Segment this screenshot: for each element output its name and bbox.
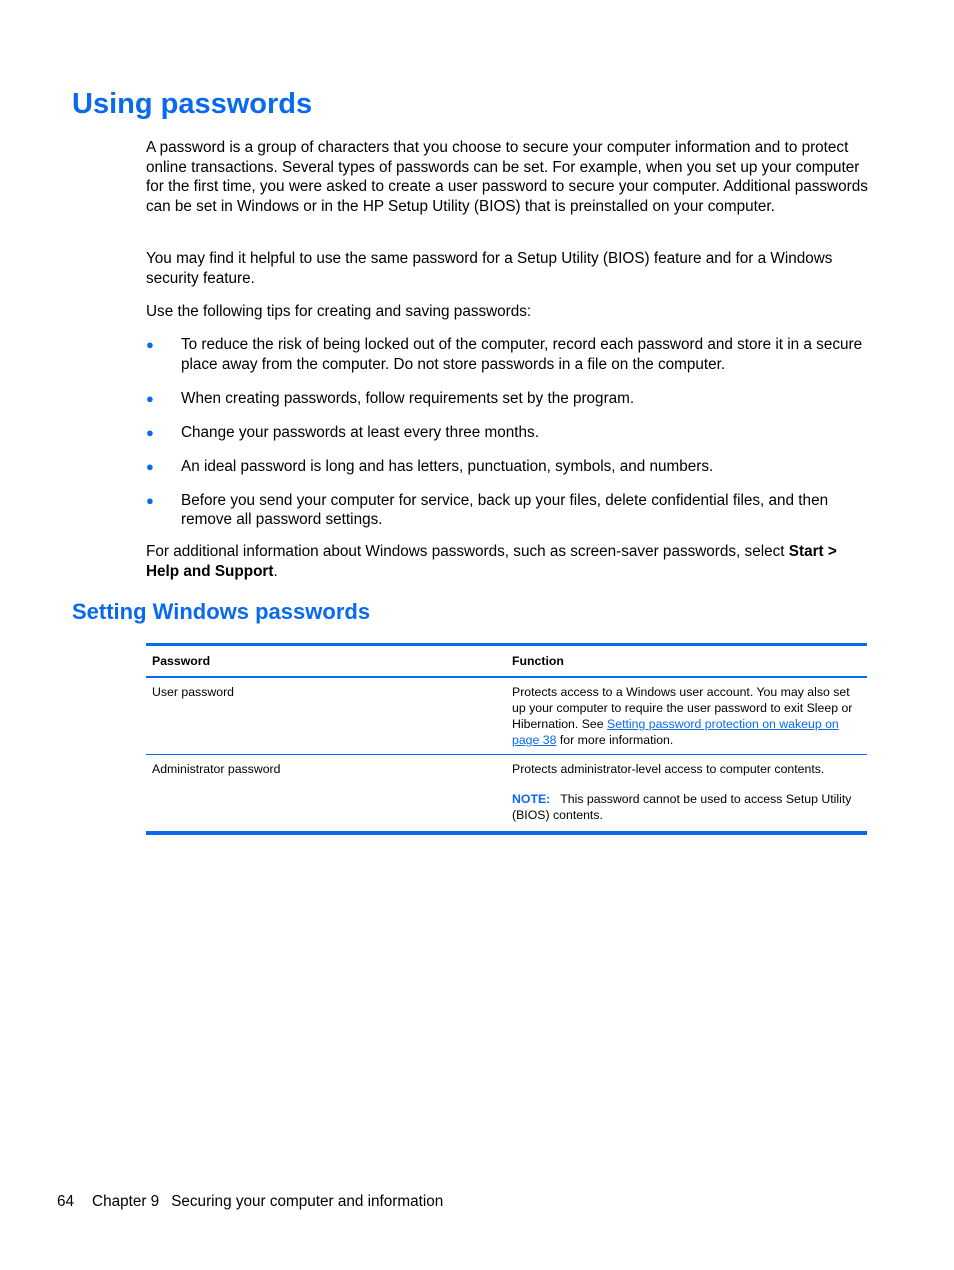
section-title: Setting Windows passwords	[72, 599, 371, 624]
cell-user-password-function: Protects access to a Windows user account. You may also set up your computer to require the user password to exit Sleep or Hibernation. See Setting password protection on wakeup on page 38 for more information.	[506, 677, 867, 755]
list-item: ● Before you send your computer for service, back up your files, delete confidential files, and then remove all password settings.	[146, 491, 829, 528]
list-item: ● To reduce the risk of being locked out of the computer, record each password and store it in a secure place away from the computer. Do not store passwords in a file on the computer.	[146, 336, 863, 373]
additional-info-paragraph: For additional information about Windows passwords, such as screen-saver passwords, select Start > Help and Support.	[146, 543, 837, 580]
list-item: ● Change your passwords at least every three months.	[146, 423, 539, 441]
bullet-icon: ●	[146, 337, 154, 352]
intro-paragraph: A password is a group of characters that you choose to secure your computer information and to protect online transactions. Several types of passwords can be set. For example, when you set up your computer for the first time, you were asked to create a user password to secure your computer. Additional passwords can be set in Windows or in the HP Setup Utility (BIOS) that is preinstalled on your computer.	[146, 139, 868, 215]
admin-function-text: Protects administrator-level access to computer contents.	[512, 762, 825, 776]
passwords-table	[146, 643, 867, 835]
page-footer	[57, 1192, 443, 1211]
cell-administrator-password-function	[506, 755, 867, 834]
wakeup-protection-link[interactable]: Setting password protection on wakeup on page 38	[512, 717, 839, 747]
bullet-icon: ●	[146, 390, 154, 406]
bullet-icon: ●	[146, 492, 154, 508]
note	[512, 791, 861, 823]
list-item: ● An ideal password is long and has letters, punctuation, symbols, and numbers.	[146, 457, 714, 475]
helpful-paragraph: You may find it helpful to use the same password for a Setup Utility (BIOS) feature and for a Windows security feature.	[146, 250, 833, 287]
cell-administrator-password: Administrator password	[146, 755, 506, 834]
table-row	[146, 677, 867, 755]
tips-intro: Use the following tips for creating and saving passwords:	[146, 303, 532, 320]
chapter-label: Chapter 9	[92, 1193, 160, 1210]
note-text: This password cannot be used to access Setup Utility (BIOS) contents.	[512, 792, 852, 822]
table-header-row	[146, 645, 867, 678]
page-title: Using passwords	[72, 88, 313, 120]
cell-user-password: User password	[146, 677, 506, 755]
bullet-icon: ●	[146, 424, 154, 440]
tips-list	[146, 335, 870, 544]
column-header-function: Function	[512, 654, 564, 668]
start-help-support-path: Start > Help and Support	[146, 543, 837, 580]
bullet-icon: ●	[146, 458, 154, 474]
column-header-password: Password	[152, 654, 211, 668]
note-label: NOTE:	[512, 792, 551, 806]
chapter-title: Securing your computer and information	[171, 1193, 444, 1210]
table-row	[146, 755, 867, 834]
list-item: ● When creating passwords, follow requirements set by the program.	[146, 389, 635, 407]
page-number: 64	[57, 1193, 75, 1210]
